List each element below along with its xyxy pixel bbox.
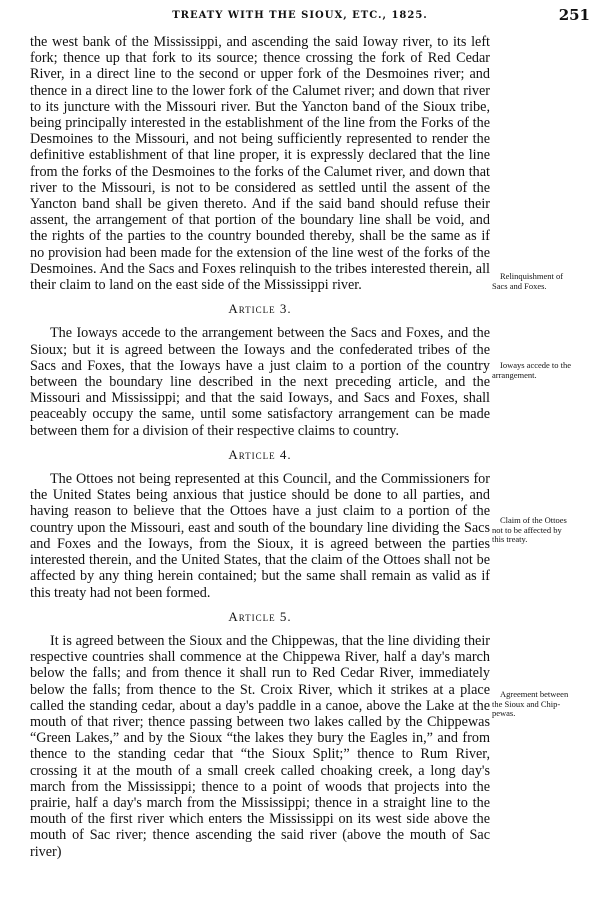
- margin-note-line: pewas.: [492, 708, 516, 718]
- article-3-text: The Ioways accede to the arrangement between the Sacs and Foxes, and the Sioux; but it is agreed between the Ioways and the confederated tribes of the Sacs and Foxes, that the Ioways have a just claim to a portion of the country between the boundary line described in the next preceding article, and the Missouri and Mississippi; and that the said Ioways, and Sacs and Foxes, shall peaceably occupy the same, until some satisfactory arrangement can be made between them for a division of their respective claims to country.: [30, 325, 490, 439]
- running-title: TREATY WITH THE SIOUX, ETC., 1825.: [172, 10, 428, 21]
- margin-note-relinquishment: [492, 272, 592, 291]
- article-5-text: It is agreed between the Sioux and the Chippewas, that the line dividing their respective countries shall commence at the Chippewa River, half a day's march below the falls; and from thence it shall run to Red Cedar River, immediately below the falls; from thence to the St. Croix River, which it strikes at a place called the standing cedar, about a day's paddle in a canoe, above the Lake at the mouth of that river; thence passing between two lakes called by the Chippewas “Green Lakes,” and by the Sioux “the lakes they bury the Eagles in,” and from thence to the standing cedar that “the Sioux Split;” thence to Rum River, crossing it at the mouth of a small creek called choaking creek, a long day's march from the Mississippi; thence to a point of woods that projects into the prairie, half a day's march from the Mississippi; thence in a straight line to the mouth of the first river which enters the Mississippi on its west side above the mouth of Sac river; thence ascending the said river (above the mouth of Sac river): [30, 632, 490, 860]
- margin-note-line: not to be affected by: [492, 524, 562, 535]
- margin-note-line: Agreement between: [500, 689, 569, 699]
- margin-note-line: Sacs and Foxes.: [492, 280, 547, 291]
- article-5-heading: Article 5.: [228, 608, 292, 624]
- article-4-text: The Ottoes not being represented at this Council, and the Commissioners for the United States being anxious that justice should be done to all parties, and having reason to believe that the Ottoes have a just claim to a portion of the country upon the Missouri, east and south of the boundary line dividing the Sacs and Foxes and the Ioways, from the Sioux, it is agreed between the parties interested therein, and the United States, that the claim of the Ottoes shall not be affected by any thing herein contained; but the same shall remain as valid as if this treaty had not been formed.: [30, 471, 490, 601]
- article-3-heading: Article 3.: [228, 301, 292, 317]
- page-number: 251: [558, 6, 590, 24]
- margin-note-line: Claim of the Ottoes: [500, 515, 567, 525]
- margin-note-line: this treaty.: [492, 534, 528, 544]
- margin-note-line: the Sioux and Chip-: [492, 698, 561, 709]
- treaty-body: [30, 34, 490, 860]
- margin-note-agreement: [492, 690, 592, 719]
- running-header: [0, 6, 600, 28]
- margin-note-ioways: [492, 361, 592, 380]
- margin-note-line: Relinquishment of: [500, 271, 564, 281]
- margin-note-line: Ioways accede to the: [500, 360, 572, 370]
- article-4-heading: Article 4.: [228, 446, 292, 462]
- margin-note-ottoes: [492, 516, 592, 545]
- margin-note-line: arrangement.: [492, 369, 537, 380]
- continued-paragraph: the west bank of the Mississippi, and ascending the said Ioway river, to its left fork; thence up that fork to its source; thence crossing the fork of Red Cedar River, in a direct line to the second or upper fork of the Desmoines river; and thence in a direct line to the lower fork of the Calumet river; and down that river to its juncture with the Missouri river. But the Yancton band of the Sioux tribe, being principally interested in the establishment of the line from the Forks of the Desmoines to the Missouri, and not being sufficiently represented to render the definitive establishment of that line proper, it is expressly declared that the line from the forks of the Desmoines to the forks of the Calumet river, and down that river to the Missouri, is not to be considered as settled until the assent of the Yancton band shall be given thereto. And if the said band should refuse their assent, the arrangement of that portion of the boundary line shall be void, and the rights of the parties to the country bounded thereby, shall be the same as if no provision had been made for the extension of the line west of the forks of the Desmoines. And the Sacs and Foxes relinquish to the tribes interested therein, all their claim to land on the east side of the Mississippi river.: [30, 34, 490, 294]
